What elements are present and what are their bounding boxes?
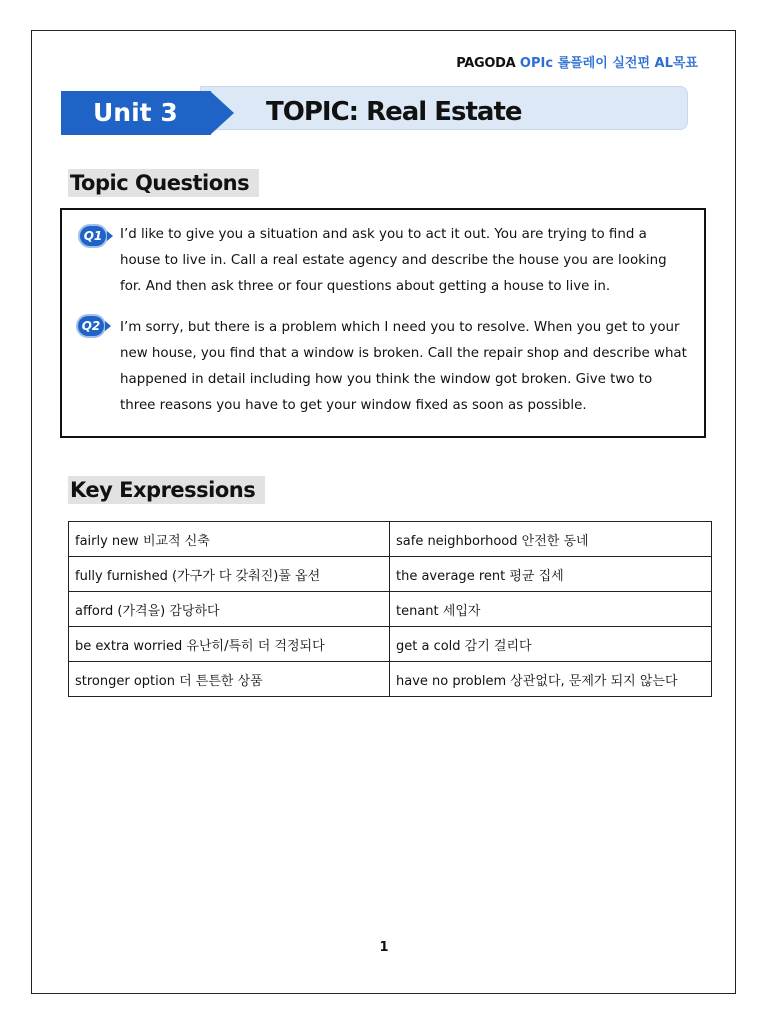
key-expressions-table [68,521,712,697]
series-title: OPIc 롤플레이 실전편 AL목표 [519,56,698,71]
topic-title: TOPIC: Real Estate [266,97,522,127]
expression-cell: be extra worried 유난히/특히 더 걱정되다 [69,627,390,662]
question-2-text: I’m sorry, but there is a problem which I need you to resolve. When you get to your new house, you find that a window is broken. Call the repair shop and describe what happened in detail including how you think the window got broken. Give two to three reasons you have to get your window fixed as soon as possible. [120,320,687,413]
expression-cell: tenant 세입자 [390,592,712,627]
expression-cell: fully furnished (가구가 다 갖춰진)풀 옵션 [69,557,390,592]
topic-questions-heading: Topic Questions [68,169,259,197]
expression-cell: safe neighborhood 안전한 동네 [390,522,712,557]
question-1-text: I’d like to give you a situation and ask you to act it out. You are trying to find a house to live in. Call a real estate agency and describe the house you are looking for. And then ask three or four questions about getting a house to live in. [120,227,667,294]
page-number: 1 [379,940,389,955]
expression-cell: get a cold 감기 걸리다 [390,627,712,662]
questions-box [60,208,706,438]
table-row [69,557,712,592]
page-header [456,52,698,71]
expression-cell: stronger option 더 튼튼한 상품 [69,662,390,697]
table-row [69,522,712,557]
q1-badge-icon: Q1 [80,226,106,246]
table-row [69,662,712,697]
table-row [69,627,712,662]
expression-cell: the average rent 평균 집세 [390,557,712,592]
expression-cell: have no problem 상관없다, 문제가 되지 않는다 [390,662,712,697]
expression-cell: fairly new 비교적 신축 [69,522,390,557]
q2-badge-icon: Q2 [78,316,104,336]
unit-arrow-icon [210,91,234,135]
brand-name: PAGODA [456,56,516,71]
expression-cell: afford (가격을) 감당하다 [69,592,390,627]
key-expressions-heading: Key Expressions [68,476,265,504]
table-row [69,592,712,627]
unit-label: Unit 3 [61,91,211,135]
